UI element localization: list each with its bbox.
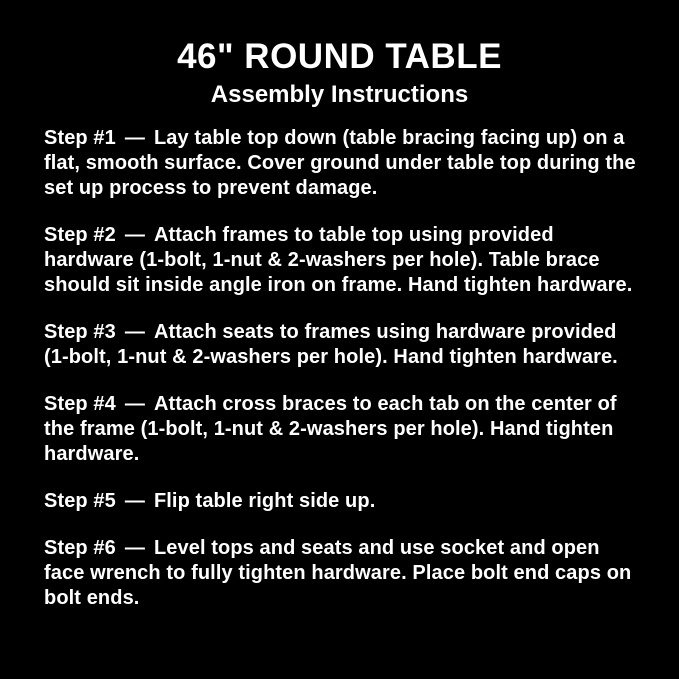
step-2-separator: —	[124, 224, 145, 246]
page-subtitle: Assembly Instructions	[210, 81, 469, 108]
step-4-separator: —	[124, 393, 145, 415]
step-item-5	[44, 489, 639, 514]
header	[0, 0, 679, 108]
step-item-2	[44, 223, 639, 298]
step-6-text: Level tops and seats and use socket and open face wrench to fully tighten hardware. Place bolt end caps on bolt ends.	[44, 537, 632, 609]
steps-list	[44, 126, 639, 611]
page-title: 46" ROUND TABLE	[177, 37, 502, 76]
step-4-text: Attach cross braces to each tab on the center of the frame (1-bolt, 1-nut & 2-washers per hole). Hand tighten hardware.	[44, 393, 617, 465]
step-1-separator: —	[124, 127, 145, 149]
step-item-1	[44, 126, 639, 201]
step-2-text: Attach frames to table top using provided hardware (1-bolt, 1-nut & 2-washers per hole). Table brace should sit inside angle iron on frame. Hand tighten hardware.	[44, 224, 633, 296]
step-5-separator: —	[124, 490, 145, 512]
step-3-text: Attach seats to frames using hardware provided (1-bolt, 1-nut & 2-washers per hole). Hand tighten hardware.	[44, 321, 618, 368]
step-5-text: Flip table right side up.	[153, 490, 376, 512]
step-3-label: Step #3	[44, 321, 116, 343]
step-2-label: Step #2	[44, 224, 116, 246]
step-3-separator: —	[124, 321, 145, 343]
step-item-6	[44, 536, 639, 611]
step-1-label: Step #1	[44, 127, 116, 149]
step-item-4	[44, 392, 639, 467]
step-1-text: Lay table top down (table bracing facing up) on a flat, smooth surface. Cover ground under table top during the set up process to prevent damage.	[44, 127, 636, 199]
step-5-label: Step #5	[44, 490, 116, 512]
step-6-separator: —	[124, 537, 145, 559]
step-6-label: Step #6	[44, 537, 116, 559]
step-item-3	[44, 320, 639, 370]
step-4-label: Step #4	[44, 393, 116, 415]
